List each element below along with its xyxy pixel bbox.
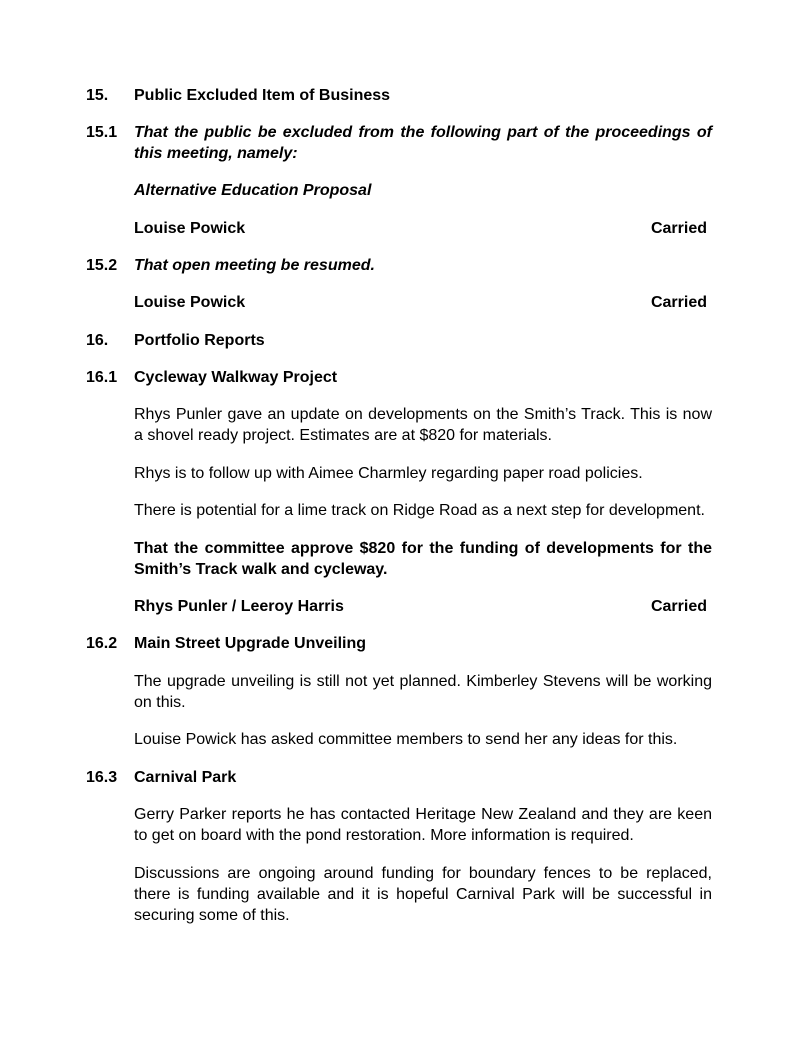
motion-text: That open meeting be resumed. (134, 257, 375, 274)
section-number: 16.1 (86, 369, 118, 386)
paragraph: Louise Powick has asked committee members to send her any ideas for this. (134, 731, 678, 748)
mover-name: Rhys Punler / Leeroy Harris (134, 598, 344, 615)
paragraph: Gerry Parker reports he has contacted Heritage New Zealand and they are keen to get on board with the pond restoration. More information is required. (134, 806, 712, 844)
paragraph: Rhys Punler gave an update on developments on the Smith’s Track. This is now a shovel ready project. Estimates are at $820 for materials. (134, 406, 712, 444)
section-number: 15.1 (86, 124, 118, 141)
resolution-text: That the committee approve $820 for the funding of developments for the Smith’s Track walk and cycleway. (134, 540, 712, 578)
section-number: 15. (86, 87, 109, 104)
paragraph: Rhys is to follow up with Aimee Charmley regarding paper road policies. (134, 465, 643, 482)
section-number: 16.2 (86, 635, 118, 652)
motion-status: Carried (650, 598, 707, 615)
section-title: Main Street Upgrade Unveiling (134, 635, 367, 652)
motion-status: Carried (650, 220, 707, 237)
motion-text: That the public be excluded from the following part of the proceedings of this meeting, namely: (134, 124, 712, 162)
motion-status: Carried (650, 294, 707, 311)
mover-name: Louise Powick (134, 220, 246, 237)
paragraph: The upgrade unveiling is still not yet planned. Kimberley Stevens will be working on this. (134, 673, 712, 711)
paragraph: There is potential for a lime track on Ridge Road as a next step for development. (134, 502, 705, 519)
excluded-item: Alternative Education Proposal (134, 182, 372, 199)
section-title: Public Excluded Item of Business (134, 87, 391, 104)
paragraph: Discussions are ongoing around funding for boundary fences to be replaced, there is funding available and it is hopeful Carnival Park will be successful in securing some of this. (134, 865, 712, 924)
mover-name: Louise Powick (134, 294, 246, 311)
section-number: 16. (86, 332, 109, 349)
section-title: Cycleway Walkway Project (134, 369, 338, 386)
section-title: Portfolio Reports (134, 332, 265, 349)
section-title: Carnival Park (134, 769, 237, 786)
section-number: 15.2 (86, 257, 118, 274)
section-number: 16.3 (86, 769, 118, 786)
